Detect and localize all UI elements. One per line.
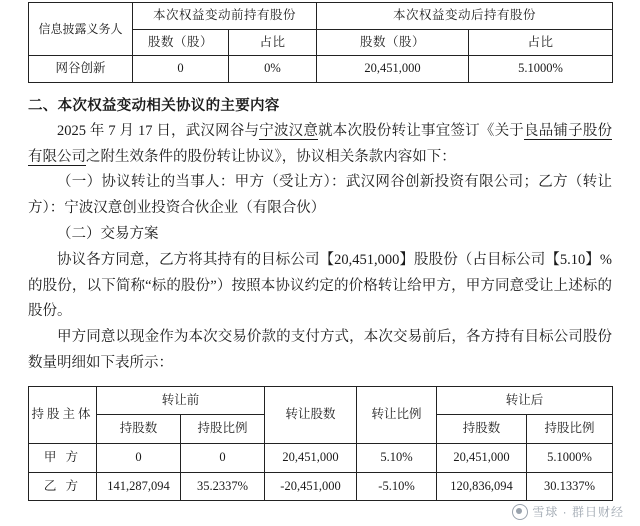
shareholding-change-table [28, 2, 613, 83]
cell-b-transfer-shares: -20,451,000 [265, 472, 357, 501]
subheader-after-ratio: 占比 [469, 29, 613, 56]
p1-part-b: 就本次股份转让事宜签订《关于 [318, 122, 524, 139]
subheader-before-ratio: 持股比例 [181, 415, 265, 444]
document-page [0, 2, 640, 526]
paragraph-agreement-date [28, 119, 612, 171]
subheader-after-ratio: 持股比例 [527, 415, 613, 444]
cell-after-shares: 20,451,000 [317, 56, 469, 83]
cell-a-before-shares: 0 [97, 444, 181, 473]
p1-part-a: 2025 年 7 月 17 日，武汉网谷与 [57, 122, 260, 139]
cell-a-after-shares: 20,451,000 [437, 444, 527, 473]
cell-a-transfer-ratio: 5.10% [357, 444, 437, 473]
subheader-after-shares: 股数（股） [317, 29, 469, 56]
table-row [29, 3, 613, 30]
cell-a-after-ratio: 5.1000% [527, 444, 613, 473]
p1-entity-liangpin: 良品铺子 [523, 122, 583, 139]
p1-entity-liangpin-cont: 股份有限公司 [28, 122, 613, 165]
section-heading: 二、本次权益变动相关协议的主要内容 [28, 97, 280, 114]
cell-obligor-name: 网谷创新 [29, 56, 133, 83]
paragraph-payment-method: 甲方同意以现金作为本次交易价款的支付方式，本次交易前后，各方持有目标公司股份数量明细如下表所示： [28, 329, 612, 372]
snowball-logo-icon [512, 504, 528, 520]
cell-a-before-ratio: 0 [181, 444, 265, 473]
cell-before-ratio: 0% [229, 56, 317, 83]
watermark [512, 503, 624, 520]
cell-b-after-ratio: 30.1337% [527, 472, 613, 501]
col-header-after: 本次权益变动后持有股份 [317, 3, 613, 30]
cell-subject-party-b: 乙 方 [29, 472, 97, 501]
table-row [29, 56, 613, 83]
col-header-obligor: 信息披露义务人 [29, 3, 133, 56]
table-row [29, 386, 613, 415]
col-header-transfer-ratio: 转让比例 [357, 386, 437, 443]
col-header-transfer-shares: 转让股数 [265, 386, 357, 443]
cell-b-before-shares: 141,287,094 [97, 472, 181, 501]
watermark-text: 雪球 · 群日财经 [532, 505, 624, 519]
col-header-subject: 持股主体 [29, 386, 97, 443]
p1-part-c: 之附生效条件的股份转让协议》，协议相关条款内容如下： [86, 148, 456, 165]
subheader-before-ratio: 占比 [229, 29, 317, 56]
paragraph-transaction-detail: 协议各方同意，乙方将其持有的目标公司【20,451,000】股股份（占目标公司【5.10】%的股份，以下简称“标的股份”）按照本协议约定的价格转让给甲方，甲方同意受让上述标的股份。 [28, 251, 612, 320]
p1-entity-ningbo: 宁波汉意 [259, 122, 319, 139]
subheader-after-shares: 持股数 [437, 415, 527, 444]
cell-subject-party-a: 甲 方 [29, 444, 97, 473]
col-header-before: 本次权益变动前持有股份 [133, 3, 317, 30]
table-row [29, 444, 613, 473]
table-row [29, 472, 613, 501]
subheader-before-shares: 持股数 [97, 415, 181, 444]
cell-b-before-ratio: 35.2337% [181, 472, 265, 501]
cell-b-after-shares: 120,836,094 [437, 472, 527, 501]
cell-before-shares: 0 [133, 56, 229, 83]
col-header-after-transfer: 转让后 [437, 386, 613, 415]
paragraph-parties: （一）协议转让的当事人：甲方（受让方）：武汉网谷创新投资有限公司；乙方（转让方）：宁波汉意创业投资合伙企业（有限合伙） [28, 174, 612, 217]
cell-b-transfer-ratio: -5.10% [357, 472, 437, 501]
paragraph-transaction-plan-title: （二）交易方案 [57, 226, 159, 243]
col-header-before-transfer: 转让前 [97, 386, 265, 415]
transfer-detail-table [28, 386, 613, 502]
cell-a-transfer-shares: 20,451,000 [265, 444, 357, 473]
subheader-before-shares: 股数（股） [133, 29, 229, 56]
cell-after-ratio: 5.1000% [469, 56, 613, 83]
